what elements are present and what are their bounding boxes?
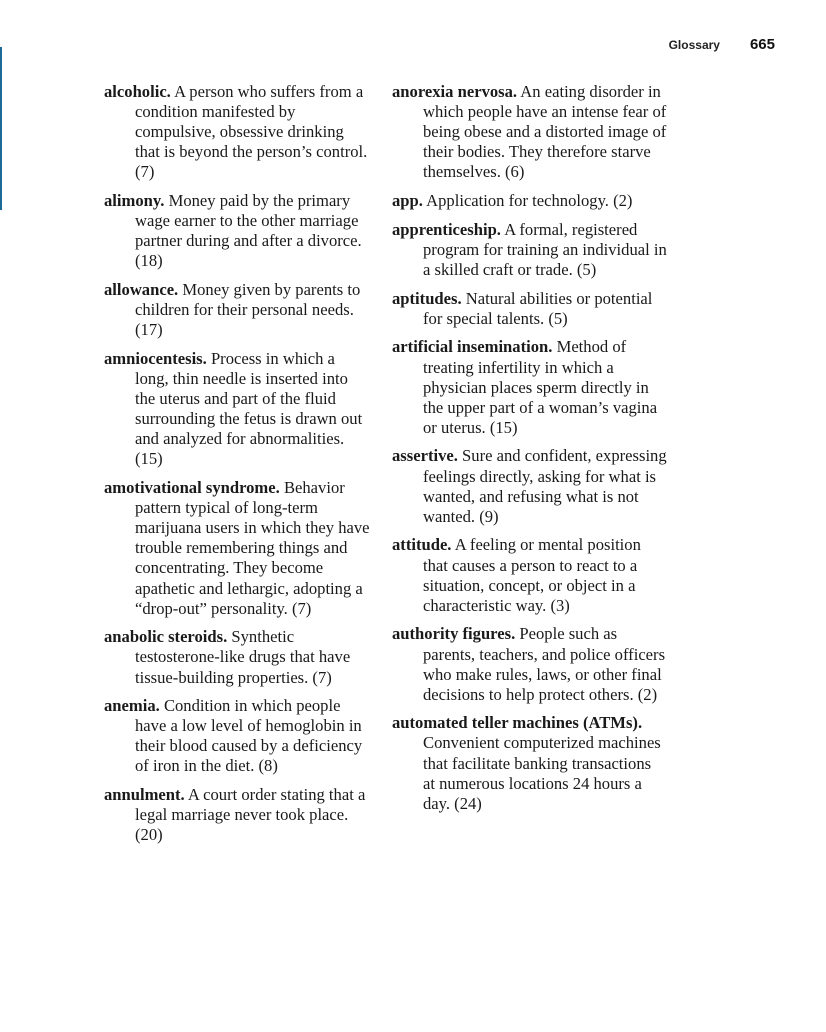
glossary-term: automated teller machines (ATMs). (392, 713, 643, 733)
glossary-term: annulment. (104, 785, 185, 805)
glossary-definition: Sure and confident, expressing feelings directly, asking for what is wanted, and refusing what is not wanted. (9) (423, 446, 667, 526)
glossary-term: anemia. (104, 696, 160, 716)
glossary-entry (392, 337, 667, 437)
glossary-entry (392, 220, 667, 280)
glossary-entry (104, 627, 372, 687)
glossary-term: alimony. (104, 191, 165, 211)
glossary-term: artificial insemination. (392, 337, 553, 357)
glossary-column-right (392, 82, 667, 822)
glossary-definition: A formal, registered program for training an individual in a skilled craft or trade. (5) (423, 219, 667, 279)
glossary-definition: Convenient computerized machines that facilitate banking transactions at numerous locations 24 hours a day. (24) (423, 733, 661, 813)
glossary-entry (392, 624, 667, 704)
glossary-entry (104, 191, 372, 271)
glossary-term: amotivational syndrome. (104, 478, 280, 498)
glossary-entry (392, 289, 667, 329)
glossary-entry (104, 280, 372, 340)
glossary-definition: People such as parents, teachers, and police officers who make rules, laws, or other final decisions to help protect others. (2) (423, 624, 666, 704)
glossary-term: anabolic steroids. (104, 627, 228, 647)
glossary-column-left (104, 82, 372, 854)
glossary-term: attitude. (392, 535, 452, 555)
glossary-entry (104, 349, 372, 470)
glossary-definition: Method of treating infertility in which a physician places sperm directly in the upper part of a woman’s vagina or uterus. (15) (423, 337, 658, 437)
glossary-definition: Synthetic testosterone-like drugs that have tissue-building properties. (7) (135, 627, 351, 687)
glossary-entry (104, 785, 372, 845)
glossary-term: amniocentesis. (104, 348, 207, 368)
glossary-definition: Condition in which people have a low level of hemoglobin in their blood caused by a deficiency of iron in the diet. (8) (135, 696, 363, 776)
glossary-term: alcoholic. (104, 82, 171, 101)
glossary-definition: Application for technology. (2) (426, 191, 633, 211)
glossary-entry (392, 446, 667, 526)
glossary-definition: An eating disorder in which people have an intense fear of being obese and a distorted image of their bodies. They therefore starve themselves. (6) (423, 82, 667, 182)
glossary-term: aptitudes. (392, 288, 462, 308)
glossary-term: app. (392, 191, 423, 211)
glossary-term: anorexia nervosa. (392, 82, 518, 101)
glossary-entry (392, 713, 667, 813)
glossary-term: allowance. (104, 280, 179, 300)
glossary-term: authority figures. (392, 624, 516, 644)
page-number: 665 (749, 36, 775, 53)
glossary-entry (104, 478, 372, 619)
glossary-definition: Money given by parents to children for their personal needs. (17) (135, 280, 361, 340)
running-header (669, 36, 775, 53)
glossary-term: assertive. (392, 446, 458, 466)
glossary-definition: Money paid by the primary wage earner to the other marriage partner during and after a divorce. (18) (135, 191, 362, 271)
section-title: Glossary (668, 38, 720, 52)
glossary-definition: Behavior pattern typical of long-term marijuana users in which they have trouble remembering things and concentrating. They become apathetic and lethargic, adopting a “drop-out” personality. (7) (135, 478, 370, 618)
glossary-definition: A court order stating that a legal marriage never took place. (20) (135, 785, 366, 845)
glossary-entry (392, 191, 667, 211)
glossary-entry (392, 82, 667, 182)
glossary-definition: A person who suffers from a condition manifested by compulsive, obsessive drinking that is beyond the person’s control. (7) (135, 82, 368, 182)
glossary-definition: Natural abilities or potential for special talents. (5) (423, 288, 653, 328)
glossary-definition: A feeling or mental position that causes a person to react to a situation, concept, or object in a characteristic way. (3) (423, 535, 641, 615)
page-edge-marker (0, 47, 2, 210)
glossary-entry (104, 696, 372, 776)
glossary-entry (392, 535, 667, 615)
glossary-entry (104, 82, 372, 182)
glossary-term: apprenticeship. (392, 219, 501, 239)
glossary-definition: Process in which a long, thin needle is inserted into the uterus and part of the fluid surrounding the fetus is drawn out and analyzed for abnormalities. (15) (135, 348, 363, 469)
